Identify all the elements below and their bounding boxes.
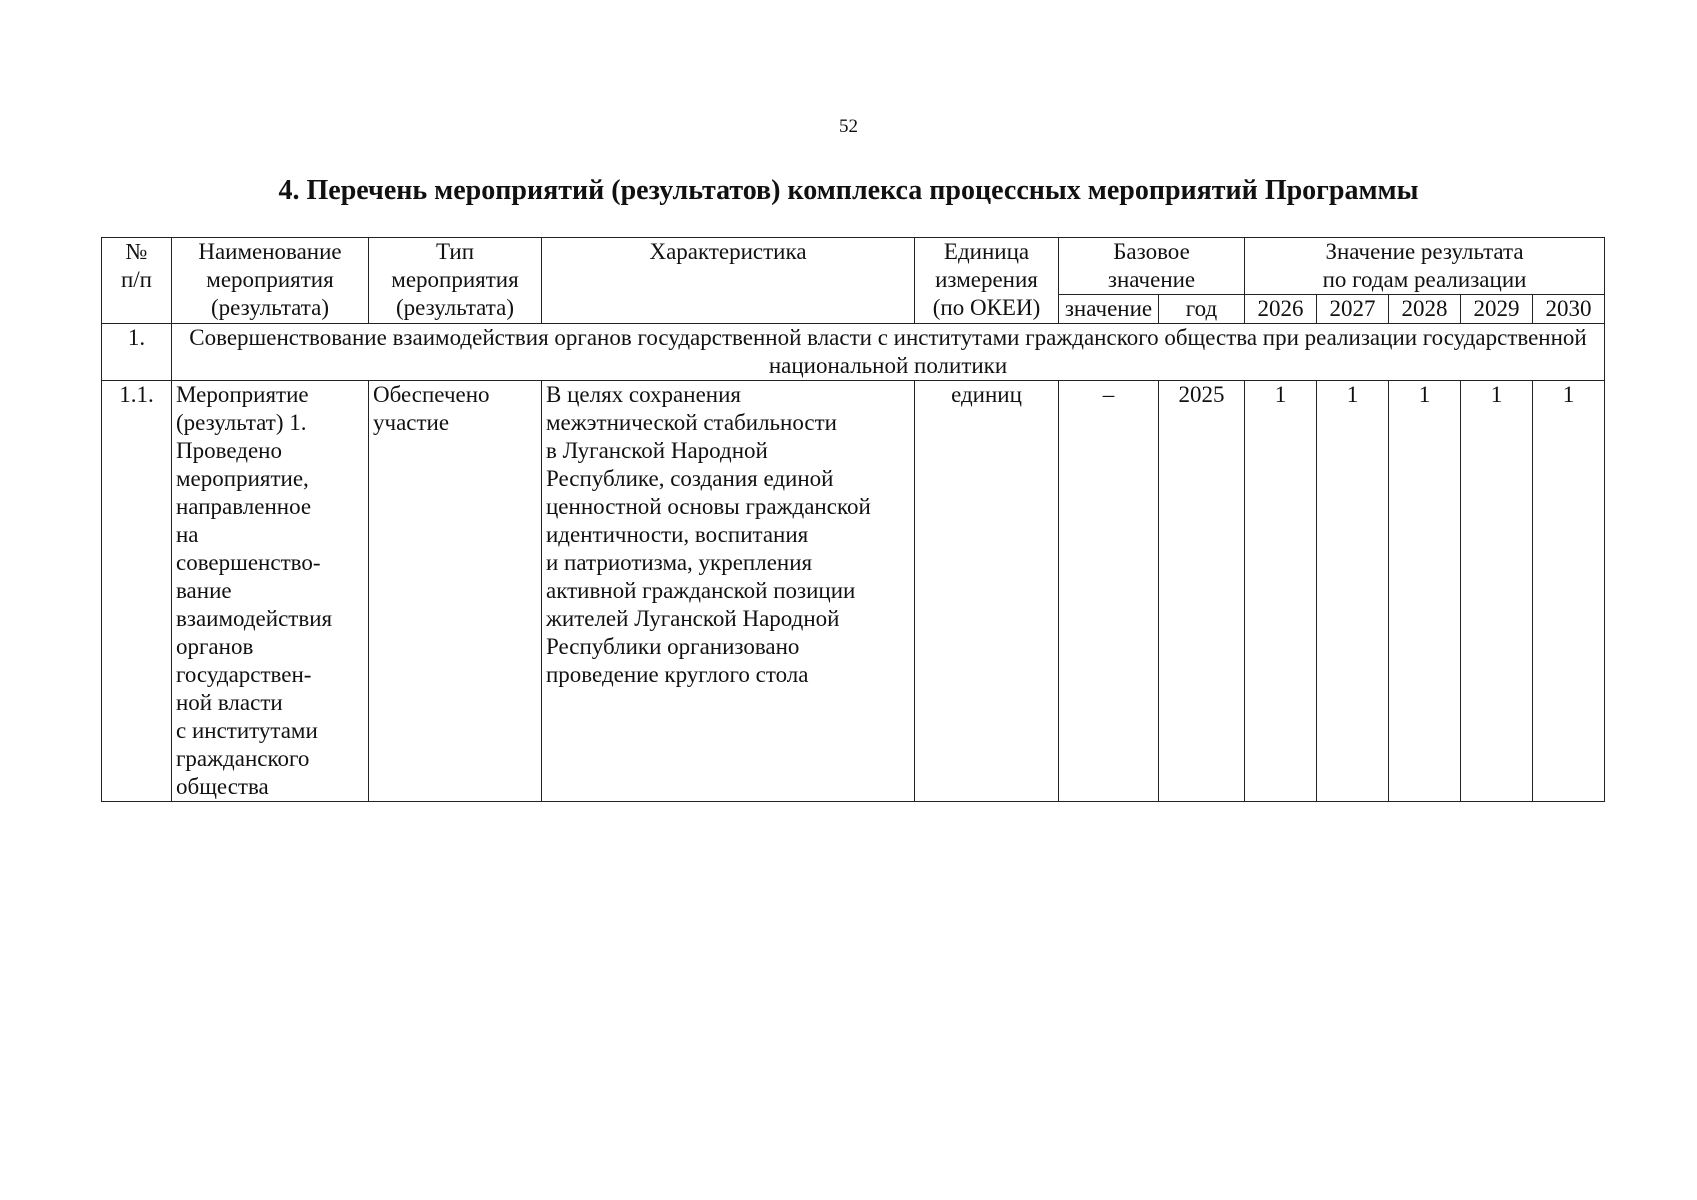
header-year-2026: 2026 [1245,295,1317,324]
header-name: Наименование мероприятия (результата) [172,238,369,324]
row-value-2030: 1 [1533,381,1605,802]
results-table [101,237,1605,802]
row-characteristic: В целях сохранения межэтнической стабильности в Луганской Народной Республике, создания единой ценностной основы гражданской идентичности, воспитания и патриотизма, укрепления активной гражданской позиции жителей Луганской Народной Республики организовано проведение круглого стола [542,381,915,802]
header-base-year: год [1159,295,1245,324]
header-year-2028: 2028 [1389,295,1461,324]
header-year-2029: 2029 [1461,295,1533,324]
page-number: 52 [839,116,858,137]
row-num: 1.1. [102,381,172,802]
row-value-2026: 1 [1245,381,1317,802]
header-year-2027: 2027 [1317,295,1389,324]
section-title: Совершенствование взаимодействия органов государственной власти с институтами гражданского общества при реализации государственной национальной политики [172,324,1605,381]
header-base: Базовое значение [1059,238,1245,295]
row-unit: единиц [915,381,1059,802]
header-result-by-year: Значение результата по годам реализации [1245,238,1605,295]
header-type: Тип мероприятия (результата) [369,238,542,324]
row-base-value: – [1059,381,1159,802]
document-title: 4. Перечень мероприятий (результатов) комплекса процессных мероприятий Программы [278,175,1419,206]
header-unit: Единица измерения (по ОКЕИ) [915,238,1059,324]
row-value-2028: 1 [1389,381,1461,802]
header-num: № п/п [102,238,172,324]
section-row [102,324,1605,381]
row-base-year: 2025 [1159,381,1245,802]
header-year-2030: 2030 [1533,295,1605,324]
row-value-2027: 1 [1317,381,1389,802]
table-row [102,381,1605,802]
header-characteristic: Характеристика [542,238,915,324]
header-base-value: значение [1059,295,1159,324]
row-value-2029: 1 [1461,381,1533,802]
section-num: 1. [102,324,172,381]
row-type: Обеспечено участие [369,381,542,802]
row-name: Мероприятие (результат) 1. Проведено мероприятие, направленное на совершенство- вание взаимодействия органов государствен- ной власти с институтами гражданского общества [172,381,369,802]
